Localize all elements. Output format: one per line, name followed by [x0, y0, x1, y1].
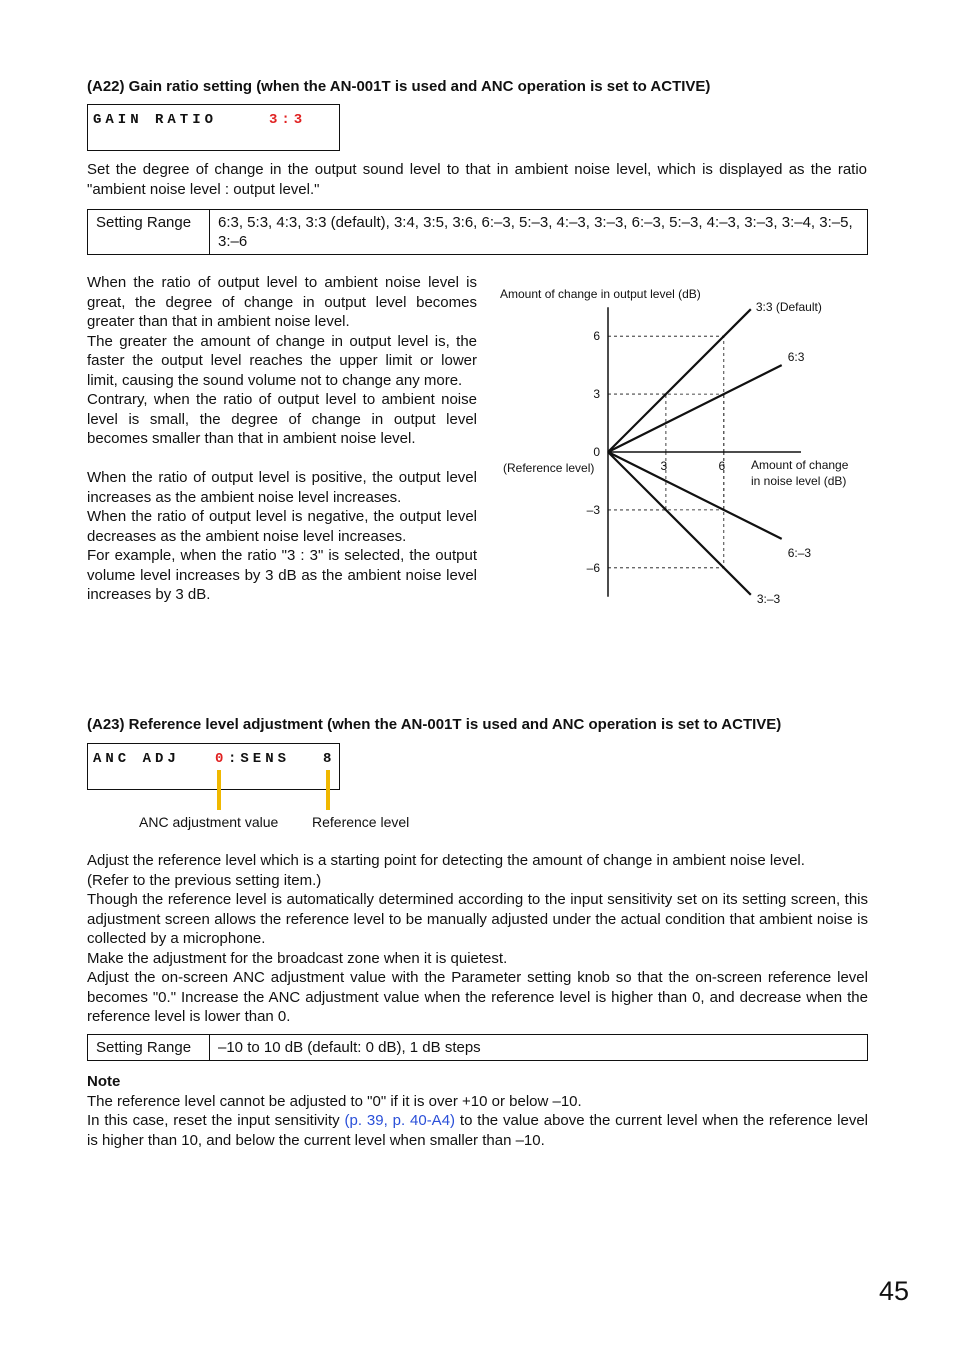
callout-marker-adj	[217, 770, 221, 810]
y-axis-label: Amount of change in output level (dB)	[500, 287, 701, 301]
body-paragraph: For example, when the ratio "3 : 3" is selected, the output volume level increases by 3 dB as the ambient noise level increases by 3 dB.	[87, 547, 477, 603]
callout-anc-adjustment-value: ANC adjustment value	[139, 814, 279, 830]
a23-setting-range-table	[87, 1034, 868, 1061]
setting-range-label: Setting Range	[88, 1035, 210, 1061]
note-text: to the value above the current level when the reference level is higher than 10, and below the current level when smaller than –10.	[87, 1112, 868, 1149]
lcd-reference-level: 8	[323, 751, 336, 767]
callout-reference-level: Reference level	[312, 814, 410, 830]
body-paragraph: (Refer to the previous setting item.)	[87, 871, 322, 889]
body-paragraph: The greater the amount of change in output level is, the faster the output level reaches the upper limit or lower limit, causing the sound volume not to change any more.	[87, 332, 477, 389]
body-paragraph: Adjust the on-screen ANC adjustment value with the Parameter setting knob so that the on-screen reference level becomes "0." Increase the ANC adjustment value when the reference level is higher than 0, and decrease when the reference level is lower than 0.	[87, 969, 868, 1025]
anc-adj-lcd-display	[87, 743, 340, 790]
y-tick-label: –3	[586, 502, 600, 517]
series-line	[608, 452, 751, 595]
gain-ratio-lcd-display	[87, 104, 340, 151]
x-tick-label: 6	[718, 459, 726, 473]
x-axis-label-line1: Amount of change	[751, 458, 849, 472]
note-title: Note	[87, 1073, 121, 1090]
a23-body-text	[87, 851, 868, 1027]
body-paragraph: Contrary, when the ratio of output level to ambient noise level is small, the degree of change in output level becomes smaller than that in ambient noise level.	[87, 391, 477, 447]
gain-ratio-chart	[495, 280, 875, 620]
y-tick-label: 6	[593, 329, 600, 344]
note-line: The reference level cannot be adjusted to "0" if it is over +10 or below –10.	[87, 1092, 582, 1110]
setting-range-value: 6:3, 5:3, 4:3, 3:3 (default), 3:4, 3:5, 3:6, 6:–3, 5:–3, 4:–3, 3:–3, 6:–3, 5:–3, 4:–3, 3:–3, 3:–4, 3:–5, 3:–6	[210, 210, 868, 255]
body-paragraph: Adjust the reference level which is a starting point for detecting the amount of change in ambient noise level.	[87, 852, 805, 869]
note-line	[87, 1111, 868, 1150]
body-paragraph: Make the adjustment for the broadcast zone when it is quietest.	[87, 949, 508, 967]
callout-marker-ref	[326, 770, 330, 810]
setting-range-label: Setting Range	[88, 210, 210, 255]
a22-body-text	[87, 273, 477, 605]
y-tick-label: –6	[586, 560, 600, 575]
lcd-sens-label: :SENS	[228, 751, 291, 767]
x-tick-label: 3	[660, 459, 668, 473]
series-label: 3:–3	[756, 591, 781, 606]
a22-description: Set the degree of change in the output sound level to that in ambient noise level, which is displayed as the ratio "ambient noise level : output level."	[87, 161, 867, 198]
lcd-value: 3:3	[269, 112, 307, 128]
series-line	[608, 309, 751, 452]
page-number: 45	[878, 1276, 909, 1306]
note-text: In this case, reset the input sensitivity	[87, 1112, 345, 1129]
x-axis-label-line2: in noise level (dB)	[751, 474, 847, 488]
lcd-anc-value: 0	[215, 751, 228, 767]
section-heading-a22: (A22) Gain ratio setting (when the AN-001T is used and ANC operation is set to ACTIVE)	[87, 78, 711, 95]
series-label: 6:3	[787, 350, 805, 365]
reference-level-label: (Reference level)	[503, 461, 595, 475]
lcd-label: ANC ADJ	[93, 751, 180, 767]
body-paragraph: When the ratio of output level is positive, the output level increases as the ambient noise level increases.	[87, 469, 477, 506]
body-paragraph: Though the reference level is automatically determined according to the input sensitivity set on its setting screen, this adjustment screen allows the reference level to be manually adjusted under the actual condition that ambient noise is collected by a microphone.	[87, 891, 868, 947]
note-block	[87, 1072, 868, 1150]
series-line	[608, 365, 782, 452]
page-reference-link[interactable]: (p. 39, p. 40-A4)	[344, 1112, 456, 1129]
series-label: 6:–3	[787, 545, 812, 560]
a22-setting-range-table	[87, 209, 868, 255]
lcd-label: GAIN RATIO	[93, 112, 218, 128]
y-tick-label: 0	[593, 445, 600, 459]
y-tick-label: 3	[593, 387, 600, 402]
body-paragraph: When the ratio of output level is negative, the output level decreases as the ambient noise level increases.	[87, 508, 477, 545]
series-label: 3:3 (Default)	[755, 300, 822, 315]
section-heading-a23: (A23) Reference level adjustment (when the AN-001T is used and ANC operation is set to ACTIVE)	[87, 716, 782, 733]
body-paragraph: When the ratio of output level to ambient noise level is great, the degree of change in output level becomes greater than that in ambient noise level.	[87, 274, 477, 330]
setting-range-value: –10 to 10 dB (default: 0 dB), 1 dB steps	[210, 1035, 868, 1061]
